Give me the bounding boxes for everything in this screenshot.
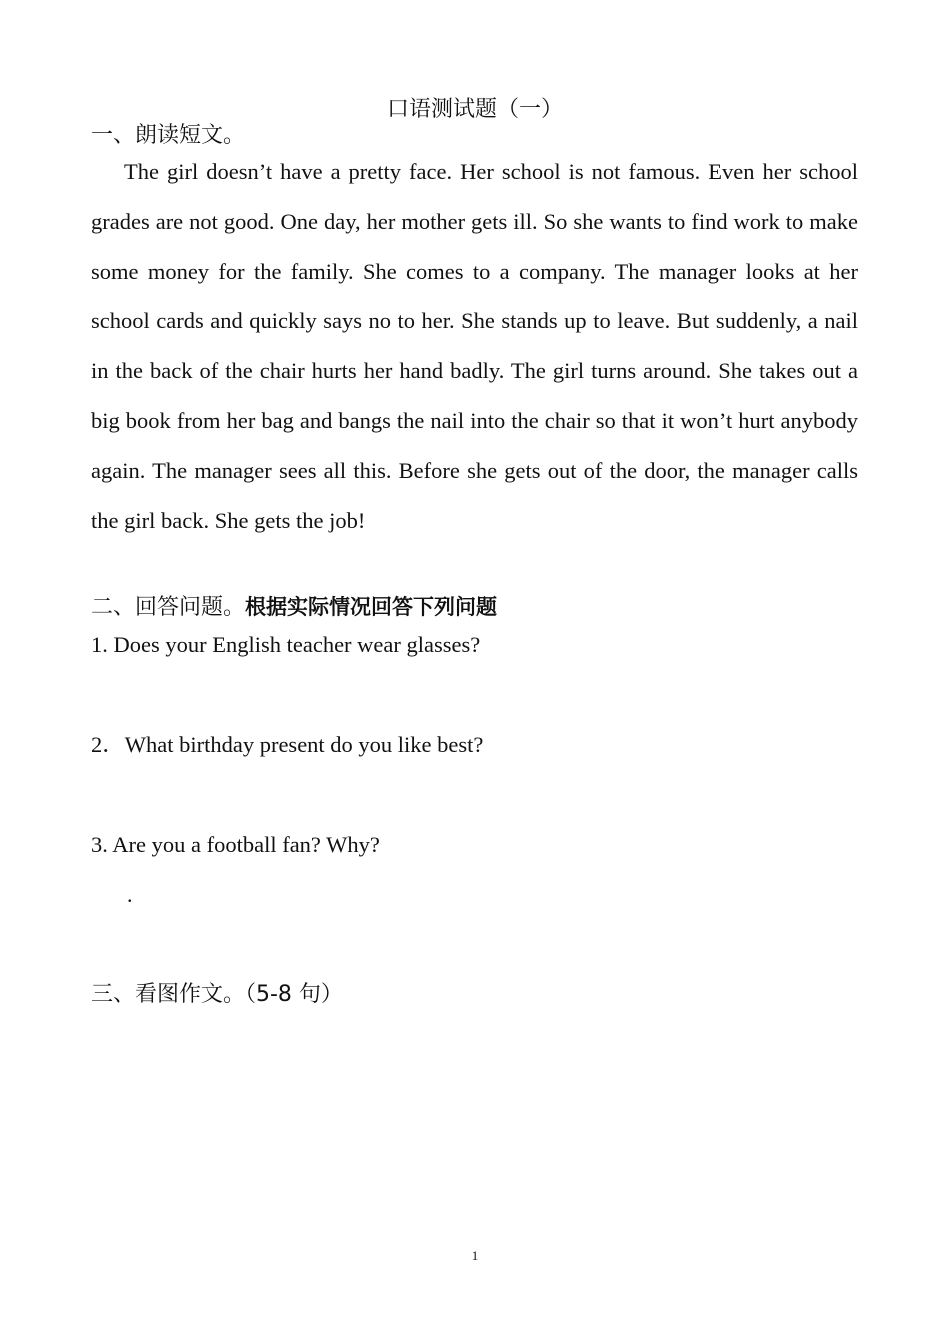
page-title: 口语测试题（一） <box>386 96 563 121</box>
answer-dot: . <box>127 882 133 907</box>
question-1: 1. Does your English teacher wear glasses? <box>91 632 481 657</box>
section2-heading <box>91 592 497 622</box>
section2-heading-label: 二、回答问题。 <box>91 594 246 619</box>
reading-passage: The girl doesn’t have a pretty face. Her school is not famous. Even her school grades are not good. One day, her mother gets ill. So she wants to find work to make some money for the family. She comes to a company. The manager looks at her school cards and quickly says no to her. She stands up to leave. But suddenly, a nail in the back of the chair hurts her hand badly. The girl turns around. She takes out a big book from her bag and bangs the nail into the chair so that it won’t hurt anybody again. The manager sees all this. Before she gets out of the door, the manager calls the girl back. She gets the job! <box>91 159 858 533</box>
section3-heading-label: 三、看图作文。（5-8 句） <box>91 982 343 1007</box>
section1-heading: 一、朗读短文。 <box>91 122 246 147</box>
question-3: 3. Are you a football fan? Why? <box>91 832 380 857</box>
section3-heading <box>91 979 343 1010</box>
question-2: 2．What birthday present do you like best? <box>91 732 484 757</box>
page-number: 1 <box>471 1248 479 1263</box>
section2-instruction: 根据实际情况回答下列问题 <box>245 595 498 619</box>
